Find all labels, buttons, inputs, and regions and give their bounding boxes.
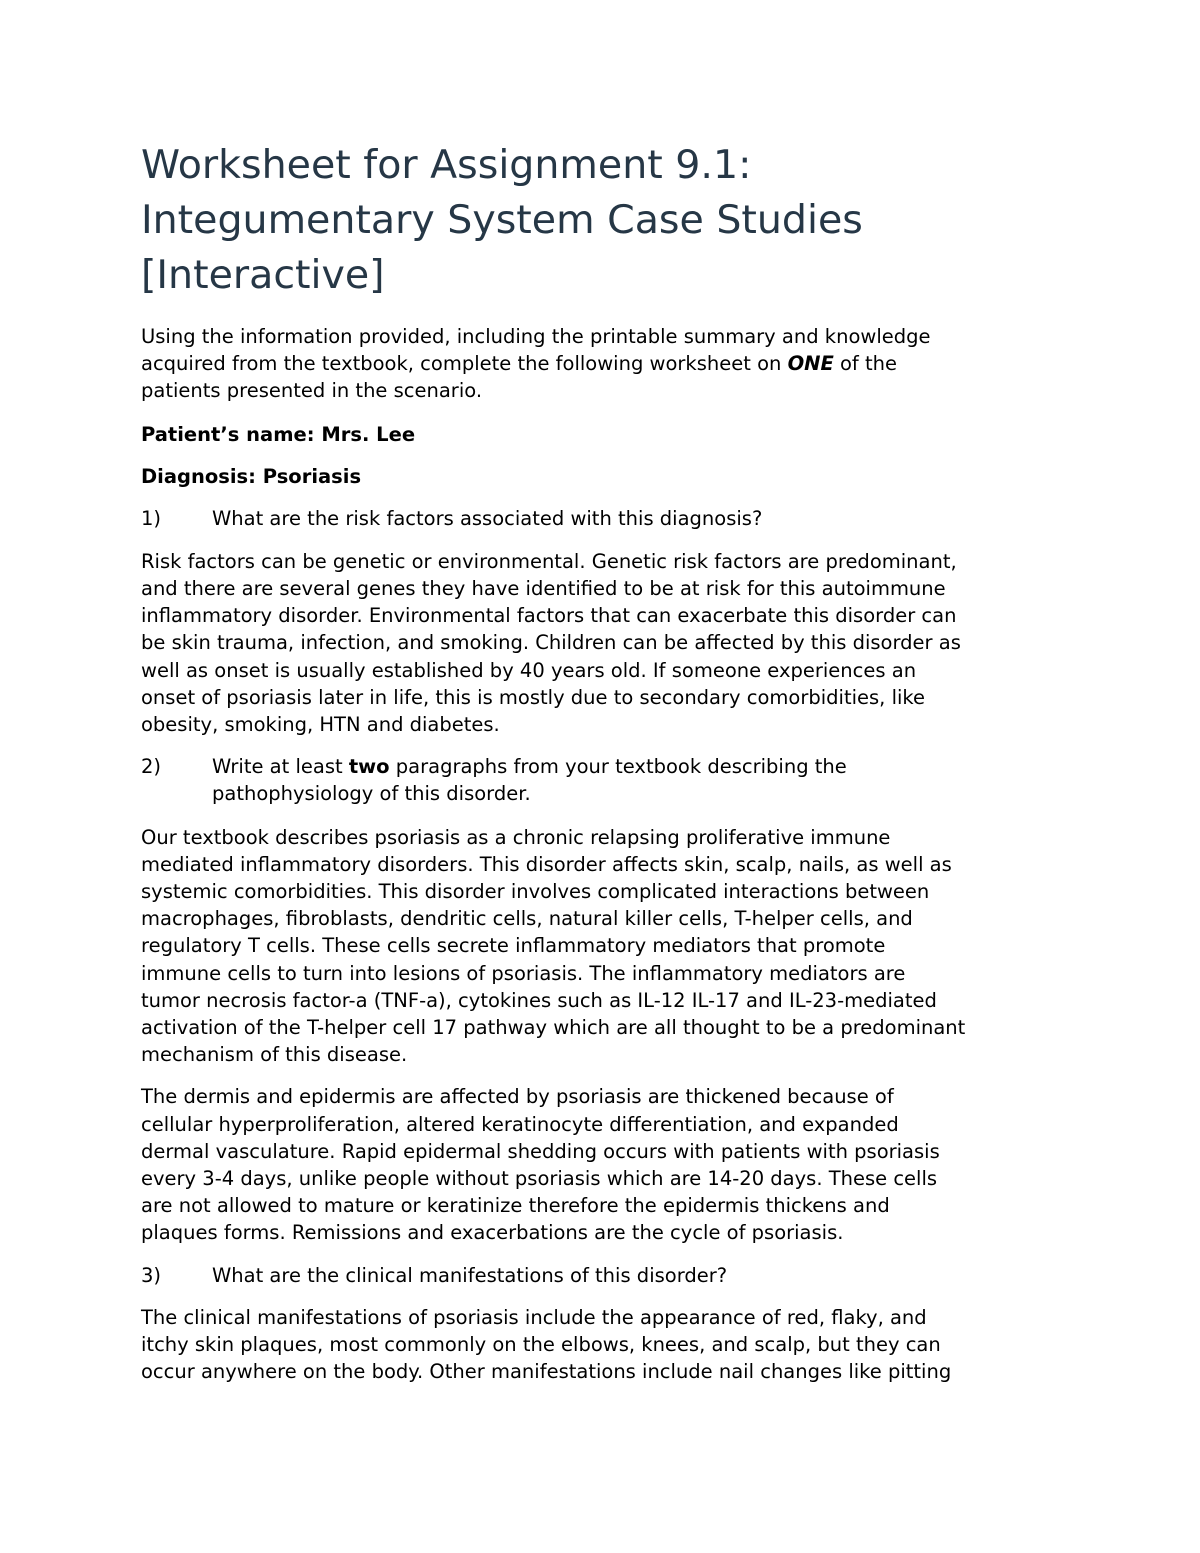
answer-line: mechanism of this disease. [141, 1043, 408, 1067]
title-line: [Interactive] [141, 252, 385, 298]
answer-line: and there are several genes they have identified to be at risk for this autoimmune [141, 577, 946, 601]
question-number: 3) [141, 1263, 162, 1287]
answer-line: tumor necrosis factor-a (TNF-a), cytokines such as IL-12 IL-17 and IL-23-mediated [141, 988, 937, 1012]
intro-text: of the [833, 352, 897, 376]
answer-2-paragraph-1 [141, 824, 1066, 1069]
answer-line: activation of the T-helper cell 17 pathway which are all thought to be a predominant [141, 1016, 966, 1040]
question-1 [141, 505, 1066, 532]
answer-line: occur anywhere on the body. Other manifestations include nail changes like pitting [141, 1360, 952, 1384]
answer-line: inflammatory disorder. Environmental factors that can exacerbate this disorder can [141, 604, 957, 628]
question-number: 1) [141, 506, 162, 530]
question-text [212, 753, 1066, 780]
answer-line: The dermis and epidermis are affected by psoriasis are thickened because of [141, 1085, 894, 1109]
question-text-part: Write at least [212, 755, 349, 779]
answer-3-paragraph [141, 1304, 1066, 1386]
answer-line: onset of psoriasis later in life, this is mostly due to secondary comorbidities, like [141, 685, 925, 709]
answer-line: every 3-4 days, unlike people without psoriasis which are 14-20 days. These cells [141, 1167, 938, 1191]
intro-line: patients presented in the scenario. [141, 379, 483, 403]
question-text-part: paragraphs from your textbook describing the [389, 755, 847, 779]
answer-line: dermal vasculature. Rapid epidermal shedding occurs with patients with psoriasis [141, 1139, 940, 1163]
intro-line: Using the information provided, including the printable summary and knowledge [141, 325, 931, 348]
title-line: Integumentary System Case Studies [141, 197, 863, 243]
patient-name-label: Patient’s name: Mrs. Lee [141, 422, 416, 446]
diagnosis-label: Diagnosis: Psoriasis [141, 464, 362, 488]
answer-line: plaques forms. Remissions and exacerbations are the cycle of psoriasis. [141, 1221, 844, 1245]
emphasis-two: two [348, 755, 390, 779]
question-text: What are the risk factors associated with this diagnosis? [212, 506, 763, 530]
answer-2-paragraph-2 [141, 1083, 1066, 1246]
question-text: pathophysiology of this disorder. [212, 782, 531, 806]
answer-line: mediated inflammatory disorders. This disorder affects skin, scalp, nails, as well as [141, 852, 952, 876]
intro-line [141, 350, 1066, 377]
answer-line: itchy skin plaques, most commonly on the elbows, knees, and scalp, but they can [141, 1333, 941, 1357]
answer-line: are not allowed to mature or keratinize therefore the epidermis thickens and [141, 1194, 890, 1218]
answer-line: immune cells to turn into lesions of psoriasis. The inflammatory mediators are [141, 961, 906, 985]
answer-line: macrophages, fibroblasts, dendritic cells, natural killer cells, T-helper cells, and [141, 907, 913, 931]
answer-line: Risk factors can be genetic or environmental. Genetic risk factors are predominant, [141, 549, 957, 573]
answer-line: The clinical manifestations of psoriasis include the appearance of red, flaky, and [141, 1305, 927, 1329]
document-page [141, 138, 1066, 1386]
answer-line: systemic comorbidities. This disorder involves complicated interactions between [141, 880, 930, 904]
question-number: 2) [141, 755, 162, 779]
title-line: Worksheet for Assignment 9.1: [141, 142, 752, 188]
question-3 [141, 1262, 1066, 1289]
answer-line: regulatory T cells. These cells secrete inflammatory mediators that promote [141, 934, 886, 958]
answer-line: cellular hyperproliferation, altered keratinocyte differentiation, and expanded [141, 1112, 899, 1136]
question-text: What are the clinical manifestations of this disorder? [212, 1263, 728, 1287]
answer-line: Our textbook describes psoriasis as a chronic relapsing proliferative immune [141, 825, 891, 849]
emphasis-one: ONE [787, 352, 834, 376]
question-2 [141, 753, 1066, 807]
document-title [141, 138, 1066, 303]
answer-line: well as onset is usually established by 40 years old. If someone experiences an [141, 658, 917, 682]
answer-line: obesity, smoking, HTN and diabetes. [141, 713, 500, 737]
intro-text: acquired from the textbook, complete the following worksheet on [141, 352, 788, 376]
answer-line: be skin trauma, infection, and smoking. Children can be affected by this disorder as [141, 631, 961, 655]
intro-paragraph [141, 323, 1066, 405]
answer-1-paragraph [141, 548, 1066, 738]
